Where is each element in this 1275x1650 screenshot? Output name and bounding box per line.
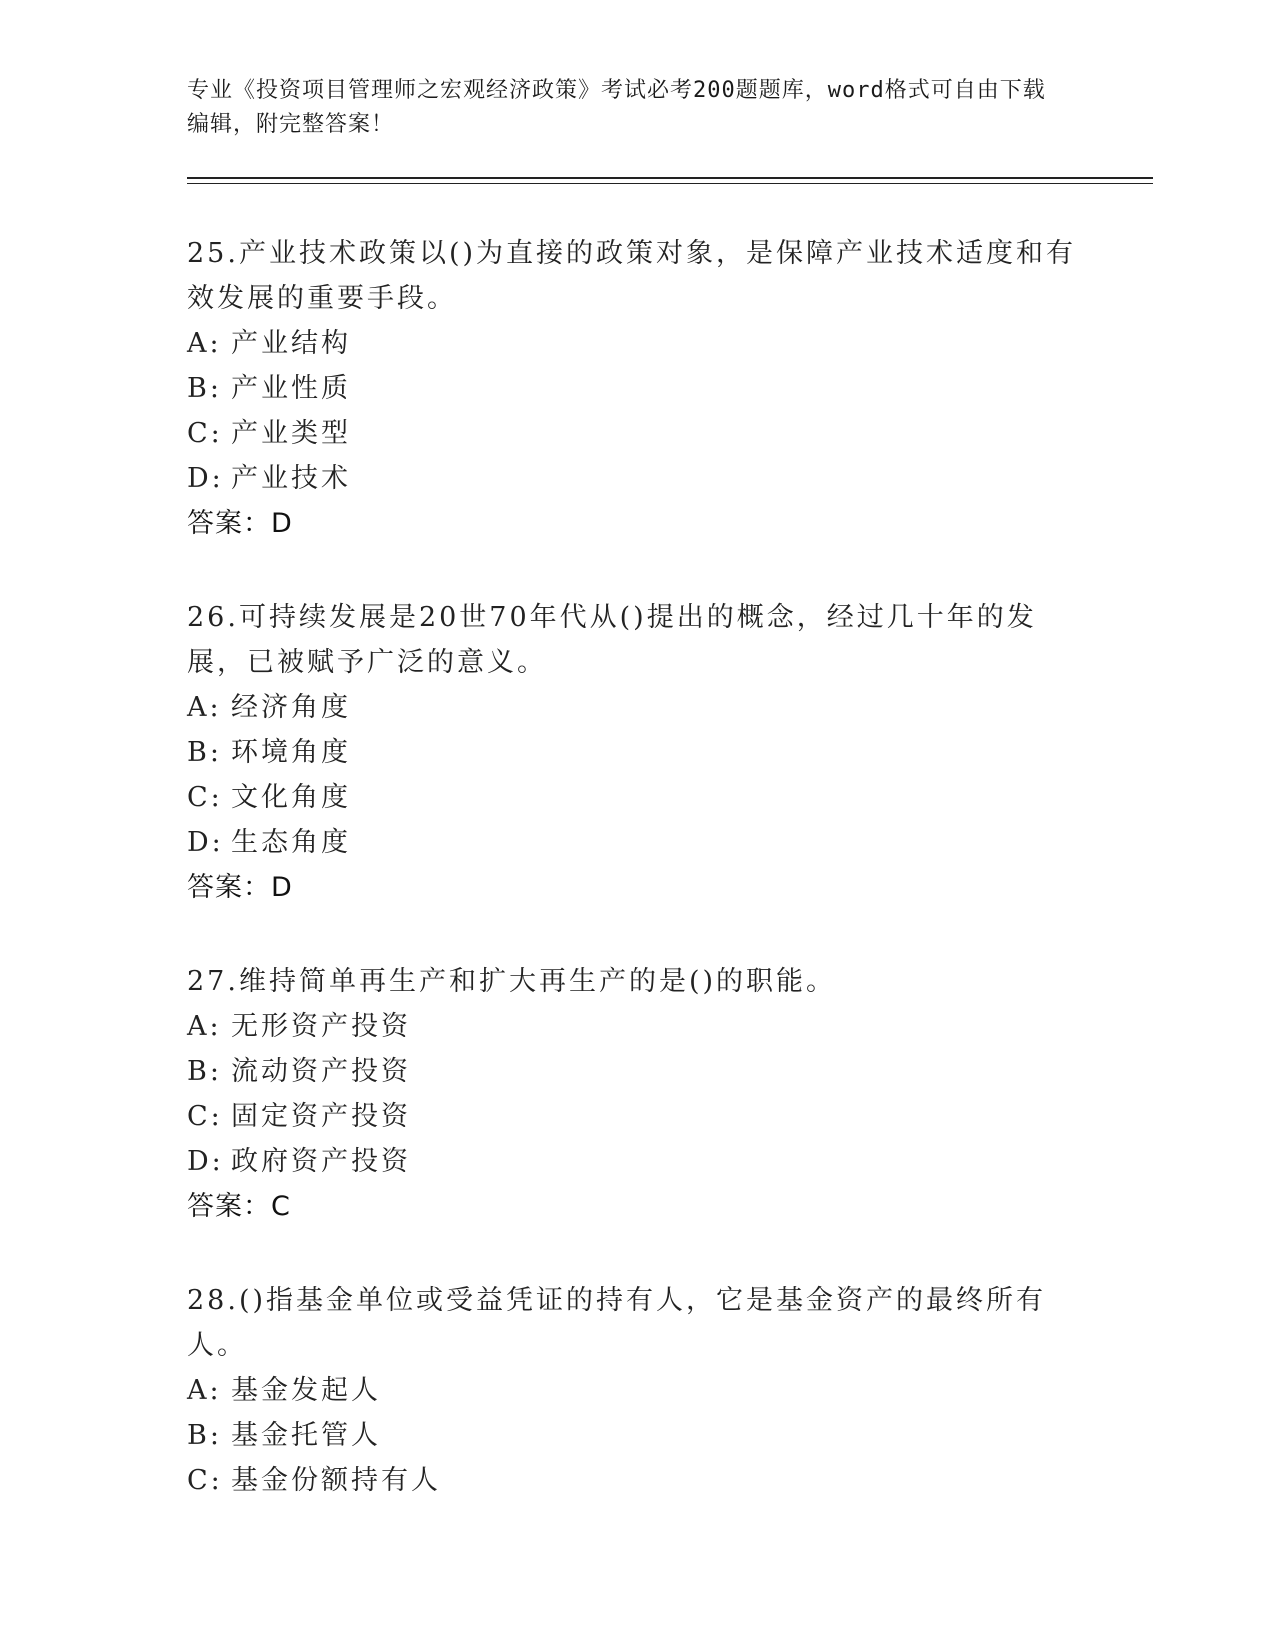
option-b [187,366,1087,411]
option-letter: A: [187,1375,222,1406]
option-a [187,685,1087,730]
question-stem: 27.维持简单再生产和扩大再生产的是()的职能。 [187,966,837,997]
option-text: 无形资产投资 [231,1011,411,1042]
option-c [187,411,1087,456]
option-letter: D: [187,1146,224,1177]
option-letter: D: [187,827,224,858]
option-b [187,1049,1087,1094]
option-text: 产业结构 [231,328,351,359]
option-c [187,775,1087,820]
option-text: 基金托管人 [231,1420,381,1451]
option-text: 文化角度 [231,782,351,813]
option-letter: C: [187,418,223,449]
option-b [187,1413,1087,1458]
question-stem: 28.()指基金单位或受益凭证的持有人，它是基金资产的最终所有人。 [187,1285,1047,1361]
option-text: 政府资产投资 [231,1146,411,1177]
option-letter: C: [187,1101,223,1132]
option-text: 流动资产投资 [231,1056,411,1087]
option-letter: B: [187,737,222,768]
option-letter: C: [187,1465,223,1496]
option-text: 生态角度 [231,827,351,858]
option-letter: A: [187,328,222,359]
answer-line: 答案：D [187,872,293,903]
option-a [187,321,1087,366]
header-divider-thin [187,183,1153,184]
option-d [187,820,1087,865]
option-text: 固定资产投资 [231,1101,411,1132]
option-a [187,1368,1087,1413]
option-letter: A: [187,1011,222,1042]
option-text: 产业技术 [231,463,351,494]
answer-line: 答案：D [187,508,293,539]
question-27 [187,959,1087,1230]
option-text: 环境角度 [231,737,351,768]
question-28 [187,1278,1087,1503]
option-text: 基金份额持有人 [231,1465,441,1496]
option-c [187,1458,1087,1503]
option-letter: D: [187,463,224,494]
header-divider-thick [187,177,1153,179]
document-header: 专业《投资项目管理师之宏观经济政策》考试必考200题题库，word格式可自由下载编辑，附完整答案！ [187,78,1046,137]
answer-line: 答案：C [187,1191,291,1222]
question-stem: 25.产业技术政策以()为直接的政策对象，是保障产业技术适度和有效发展的重要手段。 [187,238,1077,314]
option-text: 经济角度 [231,692,351,723]
option-d [187,456,1087,501]
question-26 [187,595,1087,911]
option-a [187,1004,1087,1049]
option-text: 产业类型 [231,418,351,449]
option-letter: A: [187,692,222,723]
option-letter: C: [187,782,223,813]
option-letter: B: [187,1056,222,1087]
option-text: 基金发起人 [231,1375,381,1406]
question-list [187,231,1087,1551]
option-letter: B: [187,1420,222,1451]
option-c [187,1094,1087,1139]
question-25 [187,231,1087,547]
option-d [187,1139,1087,1184]
option-letter: B: [187,373,222,404]
option-b [187,730,1087,775]
option-text: 产业性质 [231,373,351,404]
question-stem: 26.可持续发展是20世70年代从()提出的概念，经过几十年的发展，已被赋予广泛的意义。 [187,602,1037,678]
